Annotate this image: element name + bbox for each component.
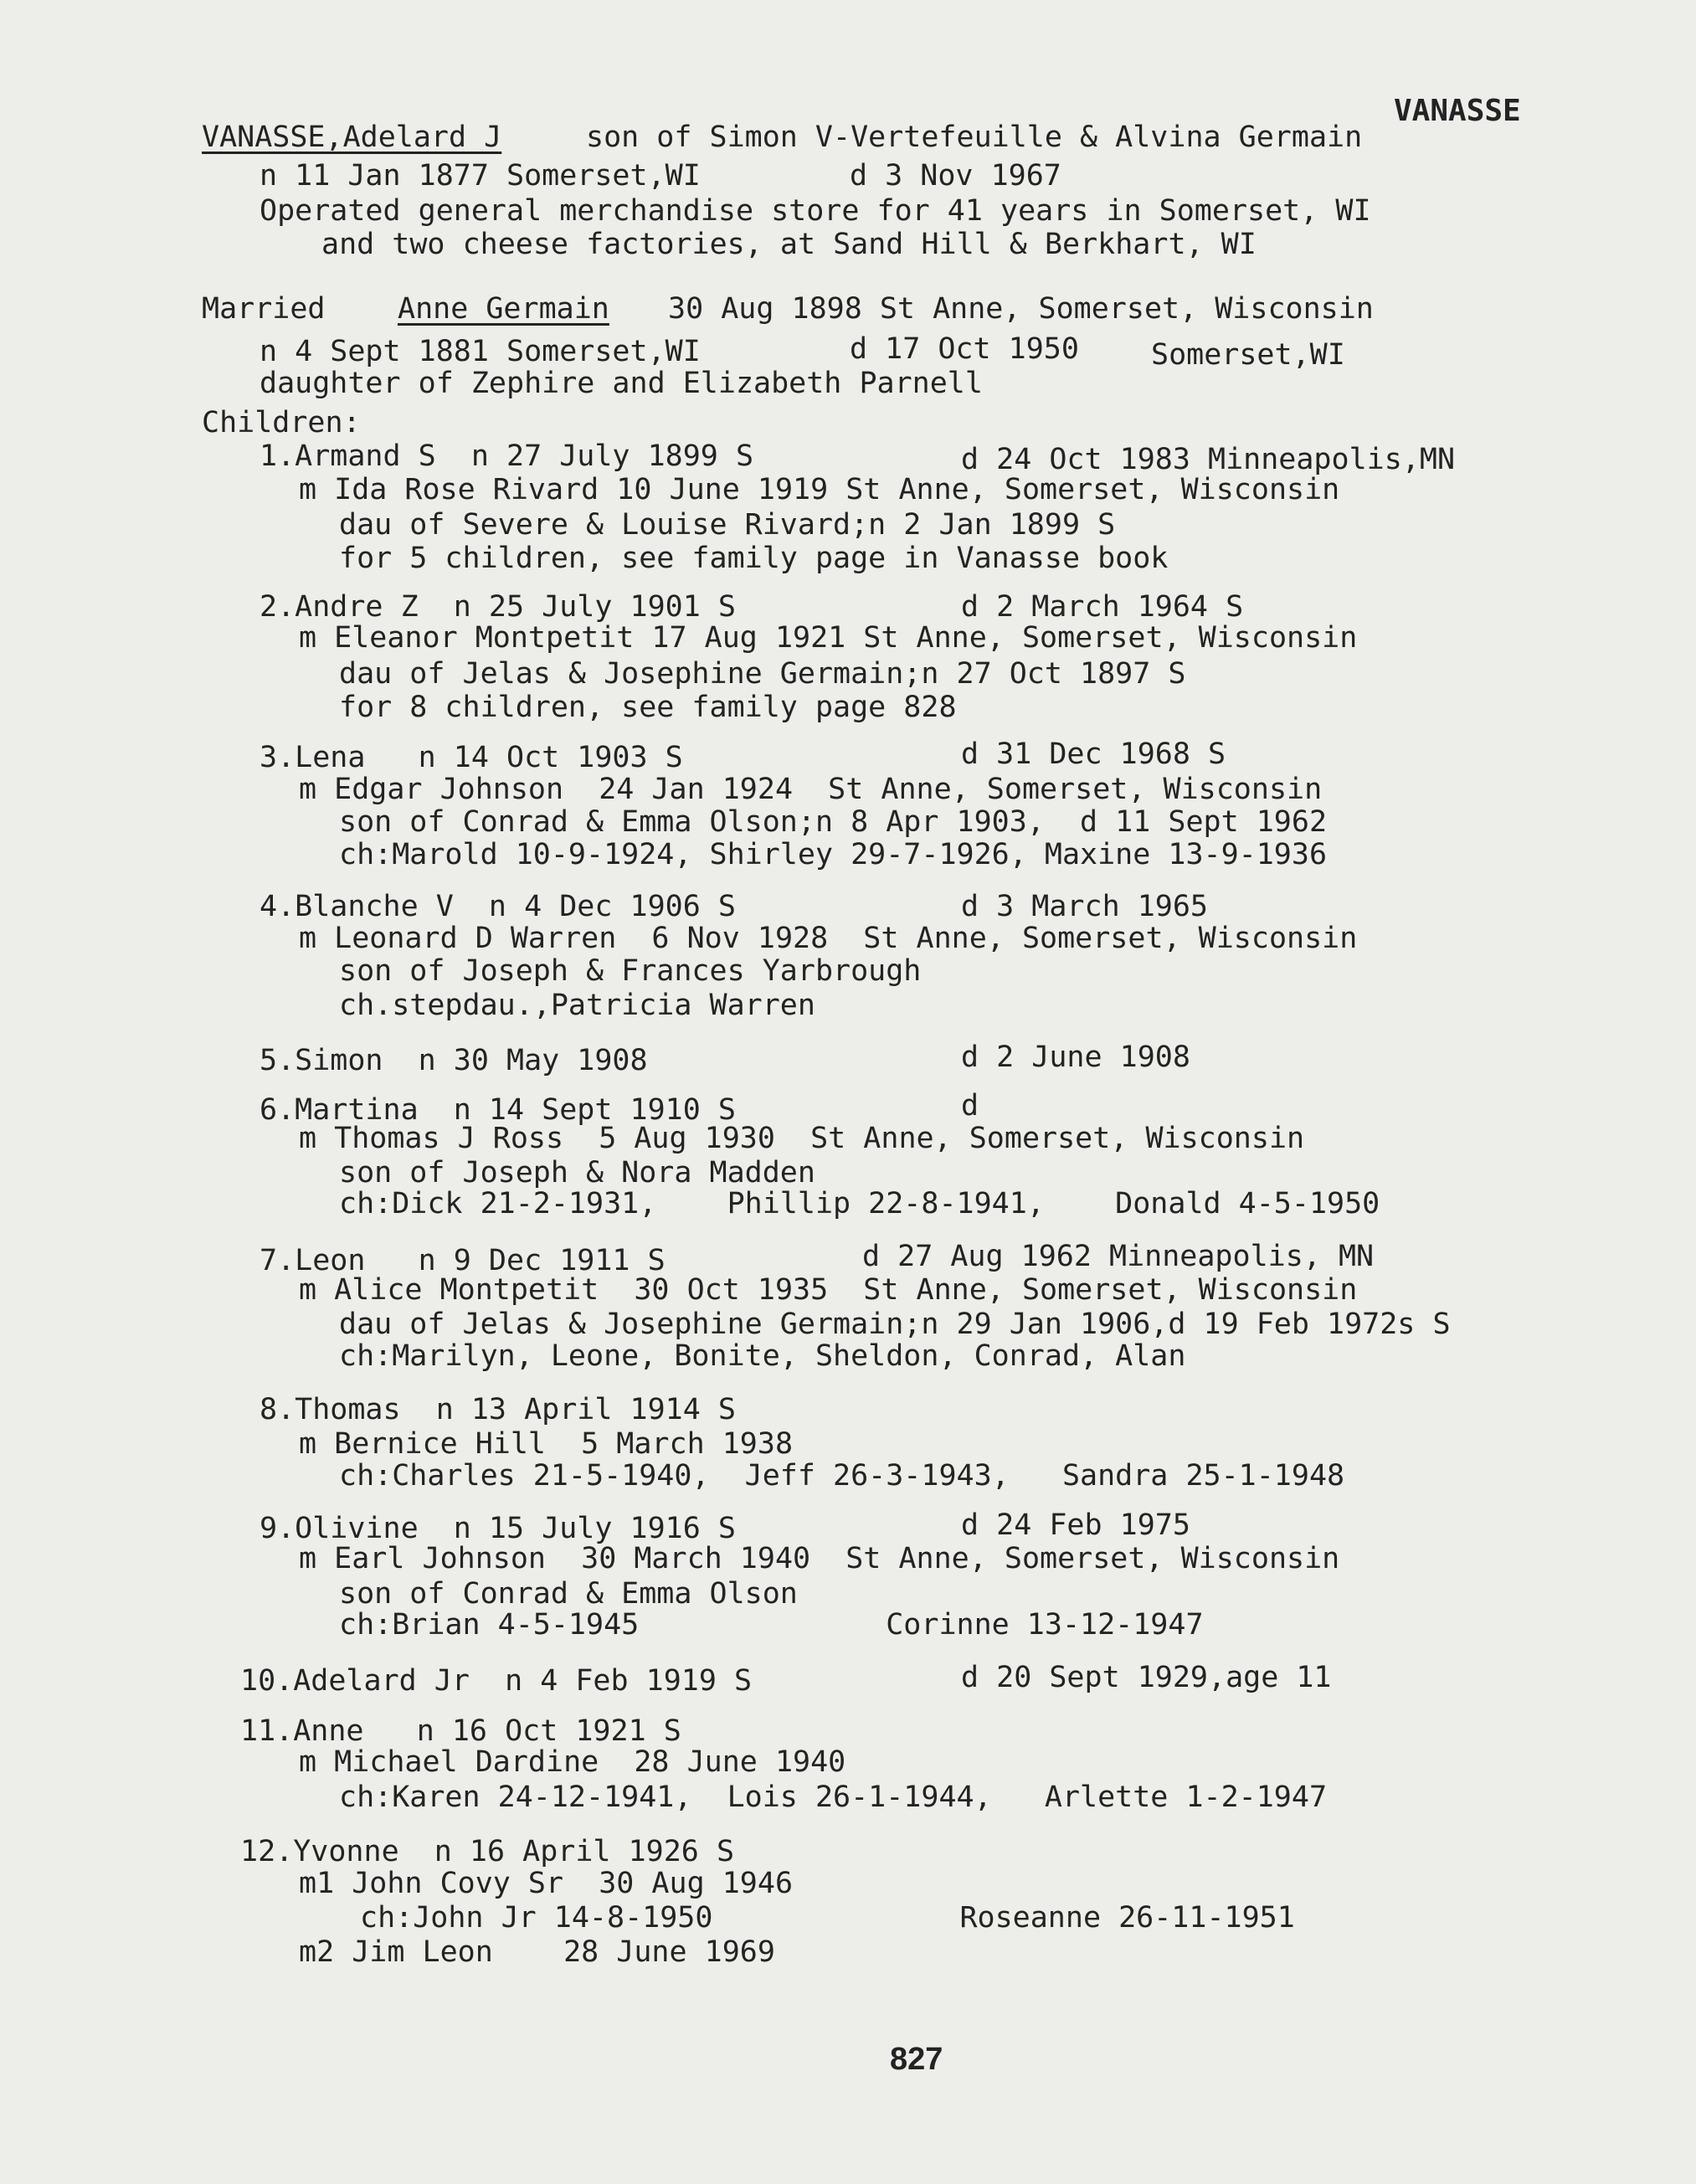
child-detail: ch:Marold 10-9-1924, Shirley 29-7-1926, Maxine 13-9-1936 [339,838,1328,871]
child-heading: 7.Leon n 9 Dec 1911 S [260,1244,666,1277]
child-heading: 4.Blanche V n 4 Dec 1906 S [260,890,736,923]
child-heading: 8.Thomas n 13 April 1914 S [260,1393,736,1426]
child-detail: ch:Karen 24-12-1941, Lois 26-1-1944, Arlette 1-2-1947 [339,1781,1328,1814]
spouse-death: d 17 Oct 1950 [850,332,1079,366]
child-detail: ch.stepdau.,Patricia Warren [339,989,815,1022]
child-heading: 10.Adelard Jr n 4 Feb 1919 S [240,1664,753,1698]
child-detail: for 8 children, see family page 828 [339,691,957,724]
child-death: d 3 March 1965 [961,890,1209,923]
subject-death: d 3 Nov 1967 [850,159,1061,193]
child-death: d [961,1089,979,1123]
children-label: Children: [202,406,361,439]
child-marriage: m Leonard D Warren 6 Nov 1928 St Anne, Somerset, Wisconsin [299,922,1358,955]
spouse-name: Anne Germain [398,292,609,326]
child-marriage: m Alice Montpetit 30 Oct 1935 St Anne, Somerset, Wisconsin [299,1273,1358,1307]
child-marriage: m Thomas J Ross 5 Aug 1930 St Anne, Somerset, Wisconsin [299,1122,1305,1155]
child-heading: 6.Martina n 14 Sept 1910 S [260,1093,736,1127]
child-detail: ch:John Jr 14-8-1950 Roseanne 26-11-1951 [360,1901,1295,1935]
child-death: d 24 Feb 1975 [961,1508,1190,1542]
child-detail: son of Joseph & Nora Madden [339,1156,815,1190]
child-marriage: m1 John Covy Sr 30 Aug 1946 [299,1867,794,1900]
child-marriage: m Eleanor Montpetit 17 Aug 1921 St Anne, Somerset, Wisconsin [299,621,1358,655]
child-marriage: m Earl Johnson 30 March 1940 St Anne, Somerset, Wisconsin [299,1542,1340,1575]
subject-parents: son of Simon V-Vertefeuille & Alvina Germain [586,121,1363,154]
child-detail: son of Conrad & Emma Olson;n 8 Apr 1903, d 11 Sept 1962 [339,805,1328,839]
child-detail: for 5 children, see family page in Vanasse book [339,542,1169,575]
spouse-death-place: Somerset,WI [1151,338,1345,372]
child-detail: son of Joseph & Frances Yarbrough [339,954,922,988]
child-detail: ch:Dick 21-2-1931, Phillip 22-8-1941, Donald 4-5-1950 [339,1187,1380,1220]
child-detail: ch:Charles 21-5-1940, Jeff 26-3-1943, Sandra 25-1-1948 [339,1459,1345,1493]
subject-note-2: and two cheese factories, at Sand Hill & Berkhart, WI [321,228,1257,261]
child-detail: ch:Brian 4-5-1945 Corinne 13-12-1947 [339,1608,1204,1642]
child-marriage: m Bernice Hill 5 March 1938 [299,1427,794,1461]
child-heading: 3.Lena n 14 Oct 1903 S [260,741,683,774]
child-heading: 12.Yvonne n 16 April 1926 S [240,1835,735,1868]
child-detail: ch:Marilyn, Leone, Bonite, Sheldon, Conrad, Alan [339,1339,1186,1373]
marriage-label: Married [202,292,326,326]
child-heading: 11.Anne n 16 Oct 1921 S [240,1714,681,1748]
child-heading: 1.Armand S n 27 July 1899 S [260,439,754,473]
child-death: d 20 Sept 1929,age 11 [961,1661,1332,1694]
child-marriage: m Michael Dardine 28 June 1940 [299,1745,846,1779]
child-death: d 24 Oct 1983 Minneapolis,MN [961,443,1456,476]
child-death: d 31 Dec 1968 S [961,737,1226,771]
child-heading: 9.Olivine n 15 July 1916 S [260,1512,736,1545]
child-death: d 2 June 1908 [961,1041,1190,1074]
child-marriage: m Edgar Johnson 24 Jan 1924 St Anne, Somerset, Wisconsin [299,773,1323,806]
child-second-marriage: m2 Jim Leon 28 June 1969 [299,1935,775,1969]
child-detail: dau of Severe & Louise Rivard;n 2 Jan 1899 S [339,508,1116,542]
spouse-parents: daughter of Zephire and Elizabeth Parnell [260,367,983,400]
page-number: 827 [890,2042,943,2077]
spouse-birth: n 4 Sept 1881 Somerset,WI [260,335,701,368]
child-heading: 2.Andre Z n 25 July 1901 S [260,590,736,624]
marriage-details: 30 Aug 1898 St Anne, Somerset, Wisconsin [668,292,1374,326]
child-detail: dau of Jelas & Josephine Germain;n 29 Jan 1906,d 19 Feb 1972s S [339,1308,1451,1341]
child-death: d 27 Aug 1962 Minneapolis, MN [862,1240,1375,1273]
subject-note-1: Operated general merchandise store for 41 years in Somerset, WI [260,194,1371,228]
child-detail: son of Conrad & Emma Olson [339,1577,798,1611]
page-surname-tag: VANASSE [1394,94,1521,128]
child-marriage: m Ida Rose Rivard 10 June 1919 St Anne, Somerset, Wisconsin [299,473,1340,506]
child-heading: 5.Simon n 30 May 1908 [260,1044,648,1077]
child-death: d 2 March 1964 S [961,590,1244,624]
subject-birth: n 11 Jan 1877 Somerset,WI [260,159,701,193]
child-detail: dau of Jelas & Josephine Germain;n 27 Oct 1897 S [339,657,1186,691]
subject-name: VANASSE,Adelard J [202,121,502,154]
